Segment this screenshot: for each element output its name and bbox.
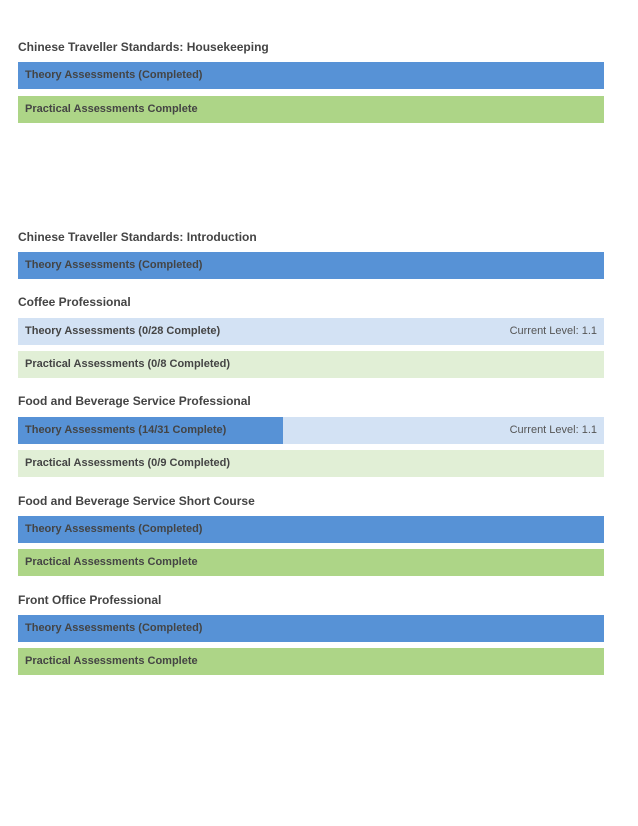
theory-progress-bar[interactable] bbox=[18, 318, 604, 345]
practical-progress-bar[interactable] bbox=[18, 96, 604, 123]
bar-label: Theory Assessments (Completed) bbox=[25, 69, 203, 81]
bar-label: Theory Assessments (Completed) bbox=[25, 259, 203, 271]
practical-progress-bar[interactable] bbox=[18, 549, 604, 576]
course-title: Food and Beverage Service Professional bbox=[18, 394, 251, 408]
current-level-label: Current Level: 1.1 bbox=[509, 424, 597, 436]
theory-progress-bar[interactable] bbox=[18, 516, 604, 543]
practical-progress-bar[interactable] bbox=[18, 648, 604, 675]
practical-progress-bar[interactable] bbox=[18, 450, 604, 477]
bar-label: Practical Assessments Complete bbox=[25, 556, 198, 568]
current-level-label: Current Level: 1.1 bbox=[509, 325, 597, 337]
course-title: Chinese Traveller Standards: Introduction bbox=[18, 230, 257, 244]
bar-label: Theory Assessments (Completed) bbox=[25, 523, 203, 535]
bar-label: Theory Assessments (Completed) bbox=[25, 622, 203, 634]
theory-progress-bar[interactable] bbox=[18, 615, 604, 642]
bar-label: Theory Assessments (0/28 Complete) bbox=[25, 325, 221, 337]
bar-label: Practical Assessments Complete bbox=[25, 655, 198, 667]
practical-progress-bar[interactable] bbox=[18, 351, 604, 378]
bar-label: Theory Assessments (14/31 Complete) bbox=[25, 424, 227, 436]
course-title: Food and Beverage Service Short Course bbox=[18, 494, 255, 508]
course-title: Chinese Traveller Standards: Housekeeping bbox=[18, 40, 269, 54]
course-title: Front Office Professional bbox=[18, 593, 162, 607]
bar-label: Practical Assessments Complete bbox=[25, 103, 198, 115]
bar-label: Practical Assessments (0/8 Completed) bbox=[25, 358, 231, 370]
course-title: Coffee Professional bbox=[18, 295, 131, 309]
bar-label: Practical Assessments (0/9 Completed) bbox=[25, 457, 231, 469]
theory-progress-bar[interactable] bbox=[18, 252, 604, 279]
theory-progress-bar[interactable] bbox=[18, 62, 604, 89]
theory-progress-bar[interactable] bbox=[18, 417, 604, 444]
